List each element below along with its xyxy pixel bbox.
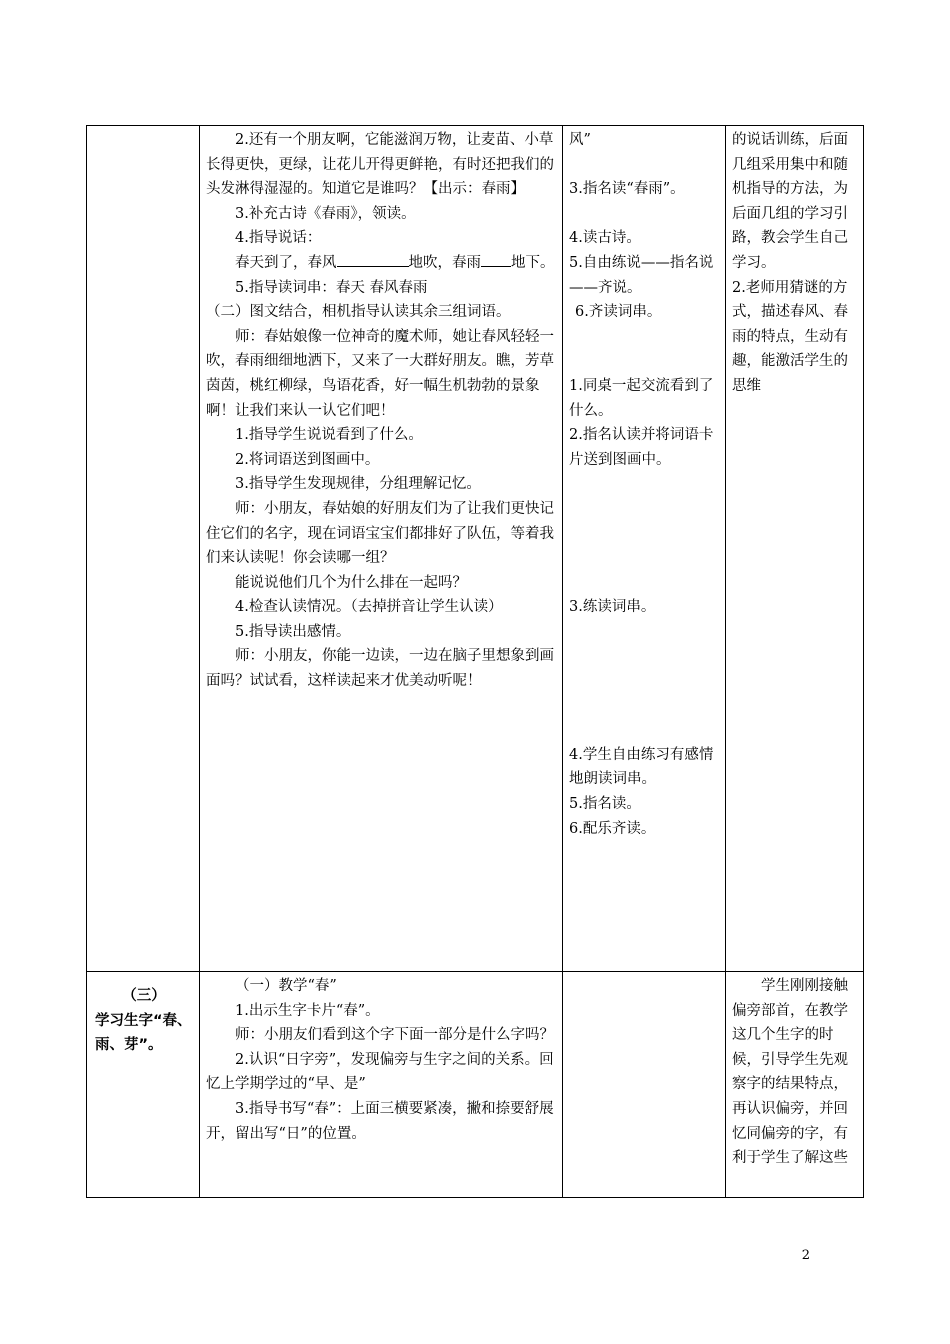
- student-text: 5.指名读。: [569, 796, 641, 813]
- student-text: 4.读古诗。: [569, 230, 641, 247]
- teacher-text: 5.指导读出感情。: [235, 623, 351, 640]
- table-row: [87, 972, 864, 1198]
- page-number: 2: [801, 1248, 810, 1263]
- table-row: [87, 126, 864, 972]
- student-text: 6.配乐齐读。: [569, 820, 656, 837]
- stage-cell: [87, 972, 200, 1198]
- teacher-text: 地吹，春雨: [408, 254, 481, 271]
- student-text: 5.自由练说——指名说——齐说。: [569, 254, 714, 296]
- stage-label: [87, 126, 199, 138]
- stage-title: 学习生字“春、雨、芽”。: [95, 1012, 192, 1054]
- design-intent-cell: [726, 126, 864, 972]
- blank-line: [337, 252, 409, 267]
- student-text: 3.练读词串。: [569, 599, 656, 616]
- student-activity-cell: [563, 126, 726, 972]
- teacher-text: 3.指导书写“春”：上面三横要紧凑，撇和捺要舒展开，留出写“日”的位置。: [206, 1100, 554, 1142]
- design-text: 的说话训练，后面几组采用集中和随机指导的方法，为后面几组的学习引路，教会学生自己学习。: [732, 132, 848, 271]
- lesson-plan-table: [86, 125, 864, 1198]
- student-text: 4.学生自由练习有感情地朗读词串。: [569, 746, 714, 788]
- teacher-text: 2.认识“日字旁”，发现偏旁与生字之间的关系。回忆上学期学过的“早、是”: [206, 1051, 554, 1093]
- teacher-text: 2.还有一个朋友啊，它能滋润万物，让麦苗、小草长得更快，更绿，让花儿开得更鲜艳，有时还把我们的头发淋得湿湿的。知道它是谁吗？【出示：春雨】: [206, 132, 554, 198]
- teacher-text: 5.指导读词串：春天 春风春雨: [235, 279, 428, 296]
- teacher-text: 师：小朋友们看到这个字下面一部分是什么字吗？: [235, 1027, 554, 1044]
- teacher-text: （一）教学“春”: [235, 978, 337, 994]
- fill-in-sentence: [206, 251, 556, 276]
- teacher-text: （二）图文结合，相机指导认读其余三组词语。: [206, 304, 511, 321]
- teacher-text: 师：小朋友，你能一边读，一边在脑子里想象到画面吗？试试看，这样读起来才优美动听呢！: [206, 648, 554, 690]
- student-text: [563, 972, 725, 974]
- design-text: 2.老师用猜谜的方式，描述春风、春雨的特点，生动有趣，能激活学生的思维: [732, 279, 848, 394]
- teacher-text: 4.指导说话：: [235, 230, 322, 247]
- student-activity-cell: [563, 972, 726, 1198]
- teacher-text: 3.指导学生发现规律，分组理解记忆。: [235, 476, 481, 493]
- teacher-text: 2.将词语送到图画中。: [235, 451, 380, 468]
- student-text: 1.同桌一起交流看到了什么。: [569, 377, 714, 419]
- student-text: 3.指名读“春雨”。: [569, 181, 685, 198]
- teacher-text: 地下。: [511, 254, 555, 271]
- student-text: 风”: [569, 132, 591, 148]
- teacher-activity-cell: [200, 126, 563, 972]
- teacher-text: 能说说他们几个为什么排在一起吗？: [235, 574, 467, 591]
- stage-number: （三）: [122, 988, 166, 1004]
- teacher-text: 3.补充古诗《春雨》，领读。: [235, 205, 416, 222]
- design-intent-cell: [726, 972, 864, 1198]
- blank-line: [481, 252, 511, 267]
- teacher-text: 1.出示生字卡片“春”。: [235, 1002, 380, 1019]
- stage-cell: [87, 126, 200, 972]
- student-text: 2.指名认读并将词语卡片送到图画中。: [569, 427, 714, 468]
- teacher-text: 春天到了，春风: [235, 254, 337, 271]
- teacher-activity-cell: [200, 972, 563, 1198]
- teacher-text: 师：春姑娘像一位神奇的魔术师，她让春风轻轻一吹，春雨细细地洒下，又来了一大群好朋友。瞧，芳草茵茵，桃红柳绿，鸟语花香，好一幅生机勃勃的景象啊！让我们来认一认它们吧！: [206, 328, 554, 419]
- teacher-text: 4.检查认读情况。（去掉拼音让学生认读）: [235, 599, 503, 616]
- teacher-text: 师：小朋友，春姑娘的好朋友们为了让我们更快记住它们的名字，现在词语宝宝们都排好了队伍，等着我们来认读呢！你会读哪一组？: [206, 500, 554, 567]
- student-text: 6.齐读词串。: [575, 304, 662, 321]
- design-text: 学生刚刚接触偏旁部首，在教学这几个生字的时候，引导学生先观察字的结果特点，再认识偏旁，并回忆同偏旁的字，有利于学生了解这些: [732, 978, 848, 1167]
- teacher-text: 1.指导学生说说看到了什么。: [235, 427, 423, 444]
